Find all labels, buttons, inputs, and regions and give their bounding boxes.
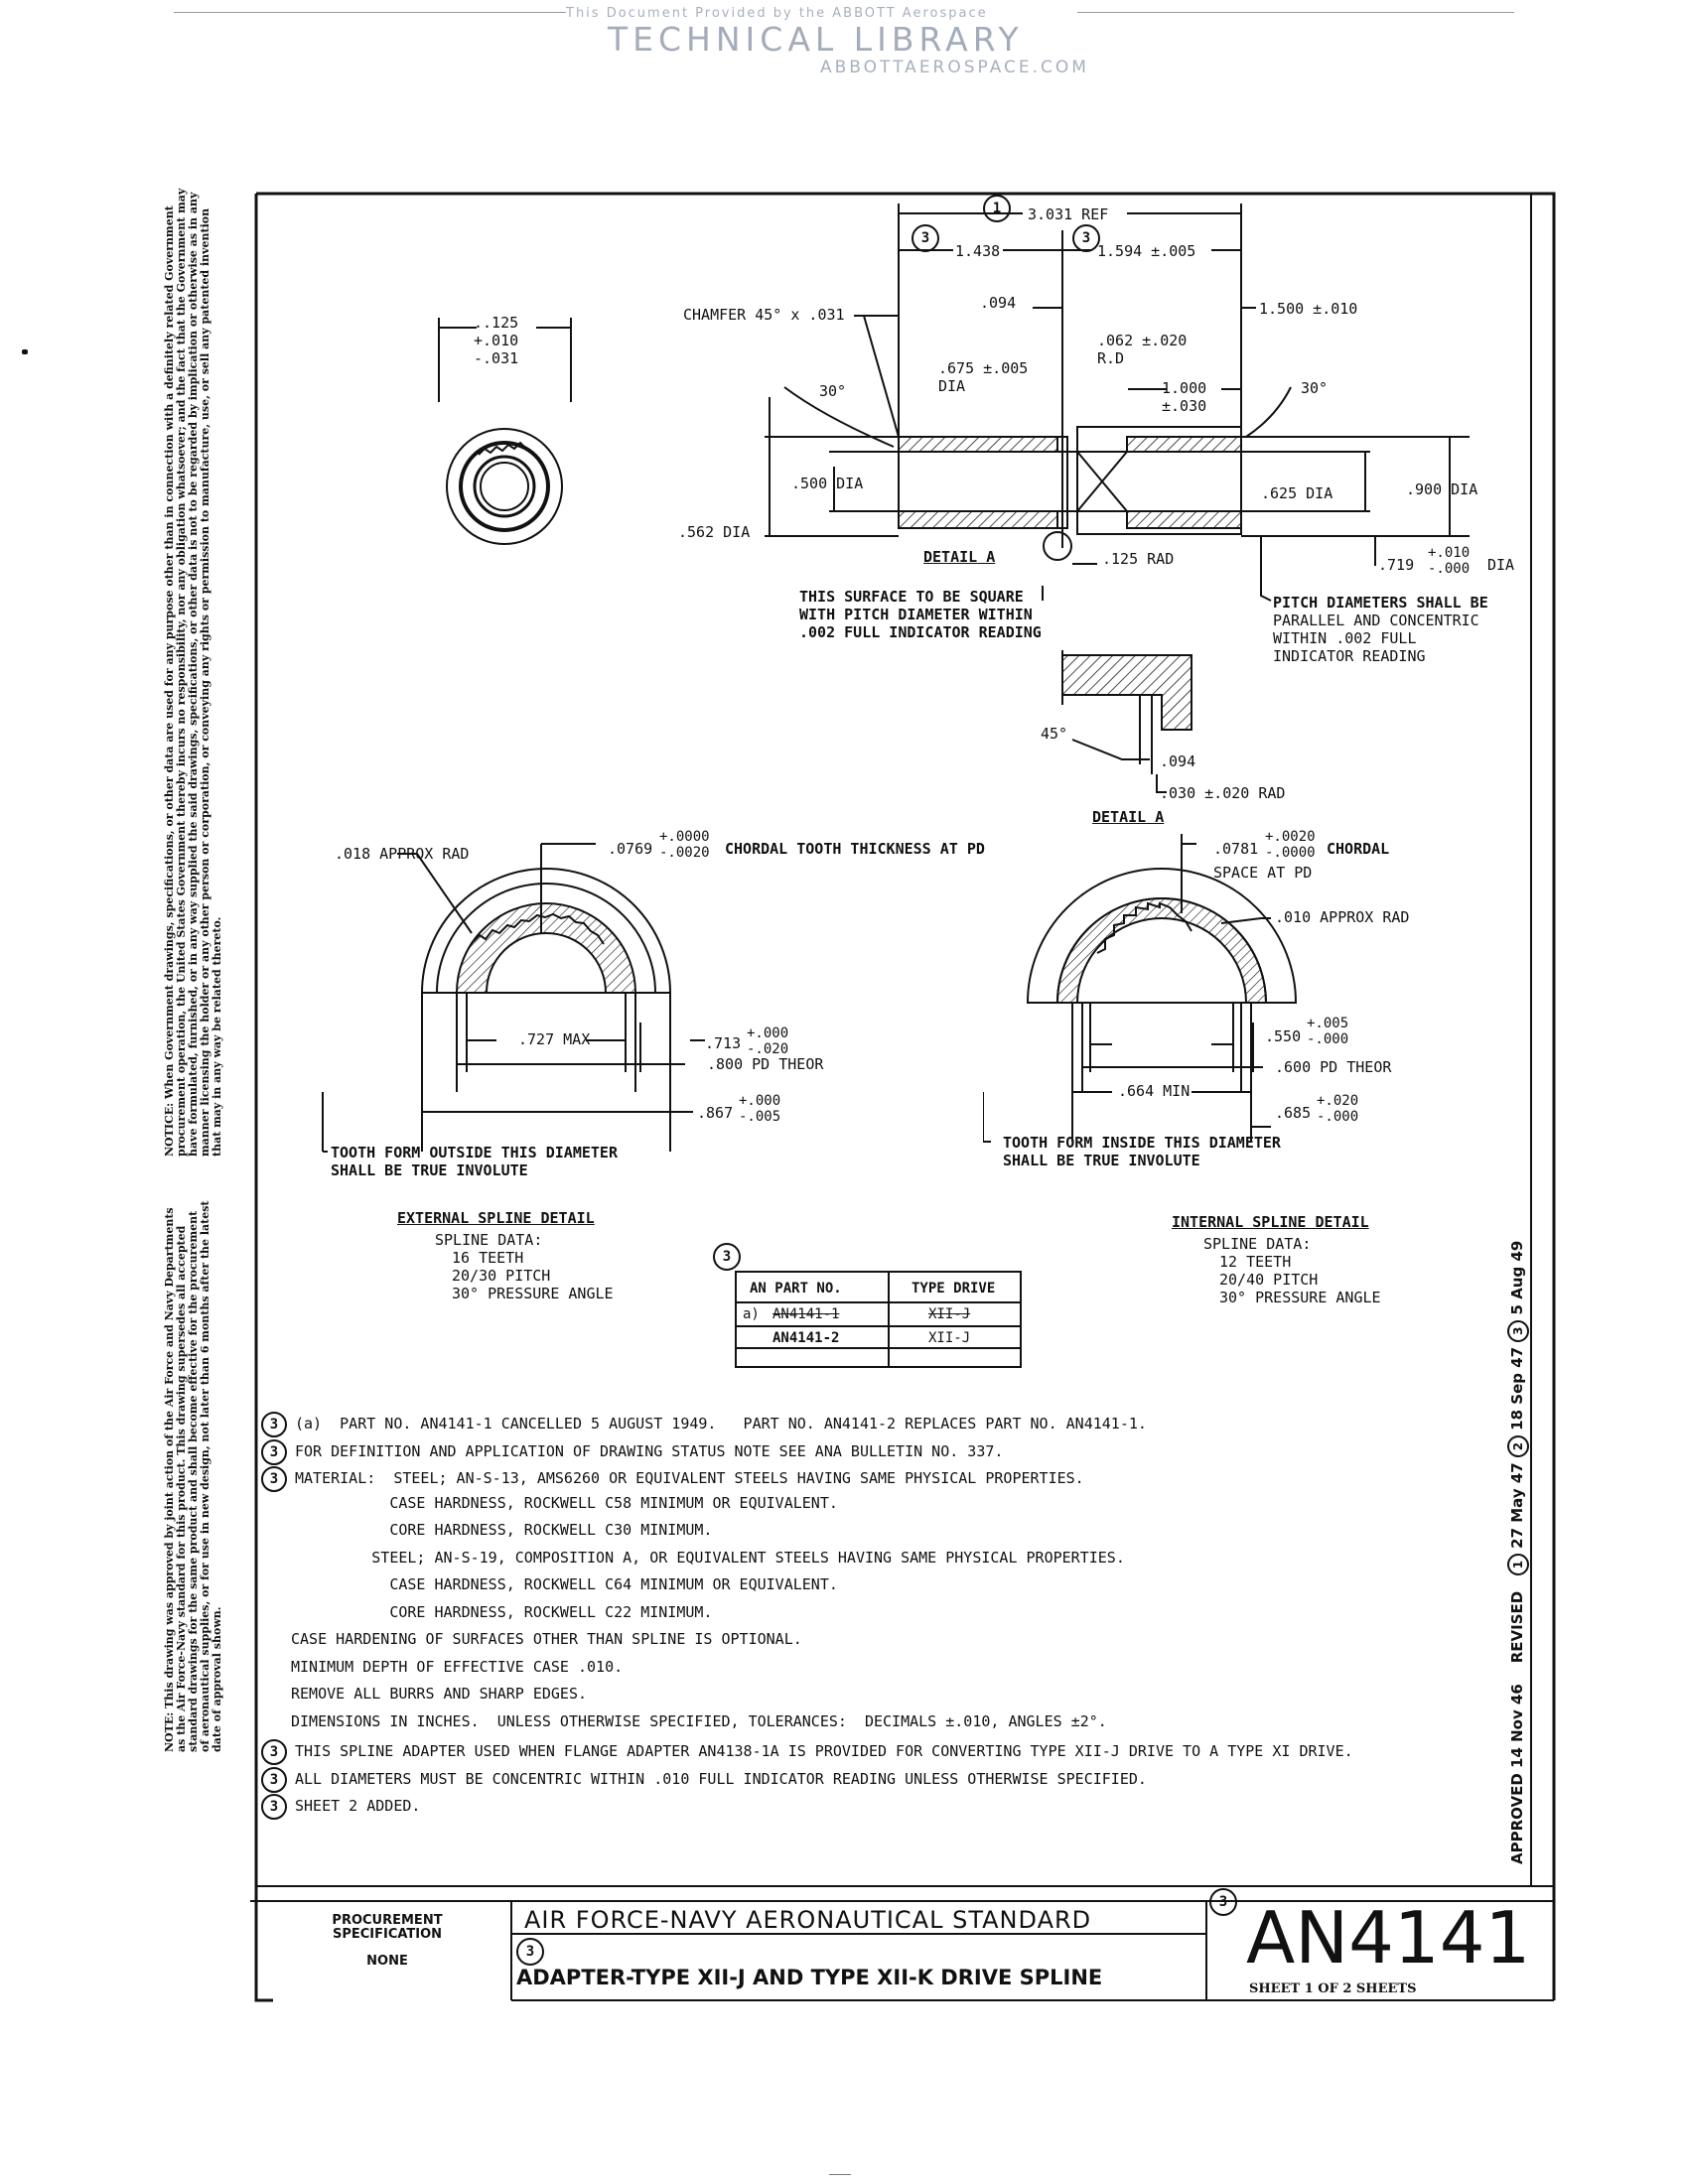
note-rev-circle: 3 [261,1739,287,1765]
drawing-number: AN4141 [1246,1896,1531,1979]
note-item [261,1630,802,1648]
note-rev-circle: 3 [261,1439,287,1465]
ext-max: .727 MAX [518,1030,591,1048]
ext-tooth-minus: -.0020 [659,845,710,861]
int-space-label2: SPACE AT PD [1213,864,1313,882]
table-rev-circle: 3 [713,1243,741,1271]
dim-shoulder: .094 [980,294,1017,312]
int-od-minus: -.000 [1317,1109,1359,1125]
dim-groove-rd: R.D [1097,349,1125,367]
dim-right-min-plus: +.010 [1428,545,1471,561]
note-parallel-3: WITHIN .002 FULL [1273,629,1417,647]
dim-left-length: 1.438 [955,242,1001,260]
procurement-line2: SPECIFICATION [332,1927,443,1942]
note-text: CASE HARDNESS, ROCKWELL C58 MINIMUM OR EQUIVALENT. [291,1493,838,1512]
dim-chamfer: CHAMFER 45° x .031 [683,306,845,324]
ext-pitch: 20/30 PITCH [452,1267,551,1285]
table-row1-prefix: a) [743,1306,760,1322]
note-item [261,1521,712,1539]
stray-mark [22,349,28,354]
note-text: CORE HARDNESS, ROCKWELL C30 MINIMUM. [291,1521,713,1539]
note-square-2: WITH PITCH DIAMETER WITHIN [799,606,1033,623]
approved-date: APPROVED 14 Nov 46 [1508,1684,1526,1864]
dim-right-min-minus: -.000 [1428,561,1471,577]
table-row1-part: AN4141-1 [772,1306,840,1322]
angle-right: 30° [1301,379,1329,397]
note-rev-circle: 3 [261,1412,287,1437]
note-item [261,1794,420,1820]
note-item [261,1603,712,1621]
int-space-label: CHORDAL [1327,840,1390,858]
note-text: REMOVE ALL BURRS AND SHARP EDGES. [291,1685,588,1703]
int-od: .685 [1275,1104,1312,1122]
dim-right-length: 1.594 ±.005 [1097,242,1196,260]
side-notice: NOTICE: When Government drawings, specifications, or other data are used for any purpose other than in connection with a definitely related Government procurement operation, the United States Government thereby incurs no responsibility, nor any obligation whatsoever; and the fact that the Government may have formulated, furnished, or in any way supplied the said drawings, specifications, or other data is not to be regarded by implication or otherwise as in any manner licensing the holder or any other person or corporation, or conveying any rights or permission to manufacture, use, or sell any patented invention that may in any way be related thereto. [163,188,223,1157]
table-col-part: AN PART NO. [750,1281,842,1297]
dim-right-bore: .625 DIA [1261,484,1333,502]
dim-right-od: .900 DIA [1406,480,1478,498]
title-rev-circle: 3 [516,1938,544,1966]
ext-angle: 30° PRESSURE ANGLE [452,1285,614,1302]
table-row2-part: AN4141-2 [772,1330,840,1346]
dim-rad: .125 RAD [1102,550,1175,568]
note-item [261,1466,1084,1492]
dim-left-dia: .675 ±.005 [938,359,1029,377]
ext-tooth-plus: +.0000 [659,829,710,845]
int-d-small-minus: -.000 [1307,1031,1349,1047]
ext-od-plus: +.000 [739,1093,781,1109]
rev2-circle: 2 [1507,1435,1529,1457]
int-data-title: SPLINE DATA: [1203,1235,1312,1253]
dim-mid-length: 1.000 [1162,379,1207,397]
note-text: SHEET 2 ADDED. [295,1797,421,1815]
standard-title: AIR FORCE-NAVY AERONAUTICAL STANDARD [524,1906,1092,1934]
dim-groove: .062 ±.020 [1097,332,1188,349]
ext-tooth-val: .0769 [608,840,653,858]
dim-left-dia-suffix: DIA [938,377,966,395]
watermark-url: ABBOTTAEROSPACE.COM [820,58,1089,77]
side-note: NOTE: This drawing was approved by joint action of the Air Force and Navy Departments as the Air Force-Navy standard for this product. This drawing supersedes all accepted standard drawings for the same product and shall become effective for the procurement of aeronautical supplies, or for use in new design, not later than 6 months after the latest date of approval shown. [163,1200,223,1752]
note-text: DIMENSIONS IN INCHES. UNLESS OTHERWISE SPECIFIED, TOLERANCES: DECIMALS ±.010, ANGLES ±2°. [291,1711,1107,1730]
sheet-count: SHEET 1 OF 2 SHEETS [1249,1981,1417,1996]
ext-note-1: TOOTH FORM OUTSIDE THIS DIAMETER [331,1144,618,1161]
note-item [261,1658,623,1676]
dim-right-min-suffix: DIA [1487,556,1515,574]
int-min: .664 MIN [1118,1082,1191,1100]
note-rev-circle: 3 [261,1767,287,1793]
note-parallel-2: PARALLEL AND CONCENTRIC [1273,612,1479,629]
table-row1-drive: XII-J [928,1306,971,1322]
note-text: FOR DEFINITION AND APPLICATION OF DRAWING STATUS NOTE SEE ANA BULLETIN NO. 337. [295,1441,1004,1460]
rev-circle-left: 3 [912,224,939,252]
int-title: INTERNAL SPLINE DETAIL [1172,1213,1369,1231]
int-space-val: .0781 [1213,840,1259,858]
note-square-3: .002 FULL INDICATOR READING [799,623,1042,641]
table-col-drive: TYPE DRIVE [912,1281,996,1297]
bottom-mark [829,2174,851,2175]
rev-circle-right: 3 [1072,224,1100,252]
int-rad: .010 APPROX RAD [1275,908,1410,926]
dim-bore: .500 DIA [791,475,864,492]
drawing-title: ADAPTER-TYPE XII-J AND TYPE XII-K DRIVE SPLINE [516,1966,1103,1989]
dim-od: .562 DIA [678,523,751,541]
int-note-2: SHALL BE TRUE INVOLUTE [1003,1152,1200,1169]
watermark-title: TECHNICAL LIBRARY [608,20,1024,59]
detail-a-callout: DETAIL A [923,548,996,566]
detail-a-angle: 45° [1041,725,1068,743]
int-od-plus: +.020 [1317,1093,1359,1109]
note-item [261,1685,587,1703]
note-item [261,1549,1125,1567]
internal-spline-drawing [983,824,1440,1161]
watermark-line1: This Document Provided by the ABBOTT Aerospace [566,6,988,21]
rev2-date: 18 Sep 47 [1508,1346,1526,1431]
revised-label: REVISED [1508,1590,1526,1664]
ext-od-minus: -.005 [739,1109,781,1125]
end-dim-minus: -.031 [474,349,519,367]
int-d-small: .550 [1265,1027,1302,1045]
detail-a-title: DETAIL A [1092,808,1165,826]
ext-pd: .800 PD THEOR [707,1055,824,1073]
ext-od: .867 [697,1104,734,1122]
note-item [261,1412,1147,1437]
approval-strip [1507,1241,1529,1864]
note-text: CORE HARDNESS, ROCKWELL C22 MINIMUM. [291,1602,713,1621]
int-note-1: TOOTH FORM INSIDE THIS DIAMETER [1003,1134,1281,1152]
rev3-circle: 3 [1507,1320,1529,1342]
procurement-line1: PROCUREMENT [332,1913,443,1928]
note-rev-circle: 3 [261,1466,287,1492]
ext-tooth-label: CHORDAL TOOTH THICKNESS AT PD [725,840,985,858]
table-row2-drive: XII-J [928,1330,971,1346]
dim-right-thread: 1.500 ±.010 [1259,300,1358,318]
rev1-circle: 1 [1507,1554,1529,1575]
ext-d-small: .713 [705,1034,742,1052]
note-text: MATERIAL: STEEL; AN-S-13, AMS6260 OR EQUIVALENT STEELS HAVING SAME PHYSICAL PROPERTIES. [295,1469,1084,1487]
rev-circle-top: 1 [983,195,1011,222]
angle-left: 30° [819,382,847,400]
ext-d-small-minus: -.020 [747,1041,789,1057]
note-text: THIS SPLINE ADAPTER USED WHEN FLANGE ADAPTER AN4138-1A IS PROVIDED FOR CONVERTING TYPE XII-J DRIVE TO A TYPE XI DRIVE. [295,1742,1353,1760]
dim-overall: 3.031 REF [1028,205,1109,223]
note-text: MINIMUM DEPTH OF EFFECTIVE CASE .010. [291,1657,624,1676]
note-item [261,1712,1107,1730]
note-item [261,1767,1147,1793]
detail-a-d1: .094 [1160,752,1196,770]
int-space-plus: +.0020 [1265,829,1316,845]
dim-right-min: .719 [1378,556,1415,574]
ext-teeth: 16 TEETH [452,1249,524,1267]
detail-a-d2: .030 ±.020 RAD [1160,784,1286,802]
int-space-minus: -.0000 [1265,845,1316,861]
int-pd: .600 PD THEOR [1275,1058,1392,1076]
note-item [261,1494,838,1512]
int-angle: 30° PRESSURE ANGLE [1219,1289,1381,1306]
int-teeth: 12 TEETH [1219,1253,1292,1271]
end-dim-plus: +.010 [474,332,519,349]
standard-rev-circle: 3 [1209,1888,1237,1916]
rev1-date: 27 May 47 [1508,1462,1526,1549]
ext-d-small-plus: +.000 [747,1025,789,1041]
note-text: ALL DIAMETERS MUST BE CONCENTRIC WITHIN .010 FULL INDICATOR READING UNLESS OTHERWISE SPECIFIED. [295,1769,1147,1788]
note-text: STEEL; AN-S-19, COMPOSITION A, OR EQUIVALENT STEELS HAVING SAME PHYSICAL PROPERTIES. [291,1548,1125,1567]
rev3-date: 5 Aug 49 [1508,1240,1526,1315]
int-pitch: 20/40 PITCH [1219,1271,1319,1289]
note-item [261,1575,838,1593]
note-text: CASE HARDNESS, ROCKWELL C64 MINIMUM OR EQUIVALENT. [291,1575,838,1593]
ext-note-2: SHALL BE TRUE INVOLUTE [331,1161,528,1179]
dim-mid-length-tol: ±.030 [1162,397,1207,415]
note-square-1: THIS SURFACE TO BE SQUARE [799,588,1024,606]
note-text: (a) PART NO. AN4141-1 CANCELLED 5 AUGUST 1949. PART NO. AN4141-2 REPLACES PART NO. AN4141-1. [295,1415,1147,1433]
ext-title: EXTERNAL SPLINE DETAIL [397,1209,595,1227]
note-item [261,1439,1003,1465]
end-dim-main: ..125 [474,314,519,332]
note-parallel-1: PITCH DIAMETERS SHALL BE [1273,594,1488,612]
note-rev-circle: 3 [261,1794,287,1820]
ext-data-title: SPLINE DATA: [435,1231,543,1249]
procurement-value: NONE [366,1954,408,1969]
note-item [261,1739,1353,1765]
int-d-small-plus: +.005 [1307,1016,1349,1031]
note-text: CASE HARDENING OF SURFACES OTHER THAN SPLINE IS OPTIONAL. [291,1630,802,1648]
note-parallel-4: INDICATOR READING [1273,647,1426,665]
procurement-label [268,1914,506,1942]
ext-rad: .018 APPROX RAD [335,845,470,863]
